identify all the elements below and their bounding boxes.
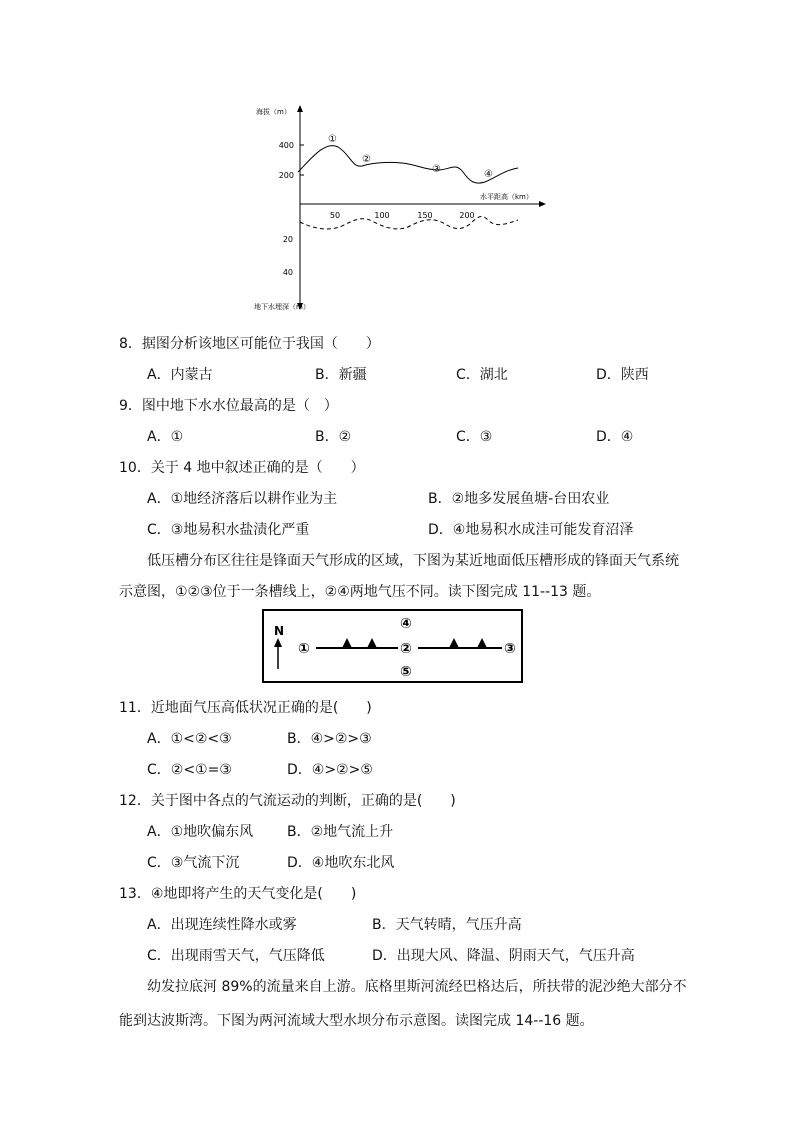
front-system-figure bbox=[262, 609, 523, 683]
question-13-option-c: C．出现雨雪天气，气压降低 bbox=[147, 948, 325, 964]
elevation-axis-label: 海拔（m） bbox=[256, 108, 291, 116]
x-axis-arrow bbox=[539, 201, 546, 207]
question-10-option-c: C．③地易积水盐渍化严重 bbox=[147, 522, 310, 538]
front-point-3: ③ bbox=[504, 641, 516, 657]
question-13-option-b: B．天气转晴，气压升高 bbox=[372, 917, 522, 933]
intro-paragraph-2-line-2: 示意图，①②③位于一条槽线上，②④两地气压不同。读下图完成 11--13 题。 bbox=[119, 584, 601, 600]
question-11-stem: 11．近地面气压高低状况正确的是( ) bbox=[119, 700, 372, 716]
question-11-option-d: D．④>②>⑤ bbox=[287, 762, 373, 778]
y-axis-arrow-top bbox=[297, 105, 303, 112]
intro-paragraph-3-line-1: 幼发拉底河 89%的流量来自上游。底格里斯河流经巴格达后，所扶带的泥沙绝大部分不 bbox=[147, 979, 687, 995]
question-13-stem: 13．④地即将产生的天气变化是( ) bbox=[119, 886, 357, 902]
profile-point-4: ④ bbox=[484, 169, 493, 180]
intro-paragraph-2-line-1: 低压槽分布区往往是锋面天气形成的区域，下图为某近地面低压槽形成的锋面天气系统 bbox=[147, 553, 679, 569]
distance-axis-label: 水平距高（km） bbox=[480, 193, 533, 201]
question-8-option-b: B．新疆 bbox=[315, 367, 367, 383]
question-11-option-a: A．①<②<③ bbox=[147, 731, 232, 747]
elevation-tick-200: 200 bbox=[278, 171, 294, 180]
question-8-option-c: C．湖北 bbox=[456, 367, 508, 383]
question-10-option-d: D．④地易积水成洼可能发育沼泽 bbox=[428, 522, 634, 538]
question-12-option-c: C．③气流下沉 bbox=[147, 855, 240, 871]
north-label: N bbox=[274, 624, 285, 638]
front-point-2: ② bbox=[400, 641, 412, 657]
question-12-option-a: A．①地吹偏东风 bbox=[147, 824, 254, 840]
question-11-option-c: C．②<①=③ bbox=[147, 762, 232, 778]
distance-tick-50: 50 bbox=[329, 211, 341, 220]
question-12-option-d: D．④地吹东北风 bbox=[287, 855, 395, 871]
front-triangle bbox=[449, 638, 459, 648]
elevation-tick-400: 400 bbox=[278, 141, 294, 150]
profile-point-1: ① bbox=[328, 134, 337, 145]
profile-point-2: ② bbox=[362, 154, 371, 165]
question-9-option-c: C．③ bbox=[456, 429, 493, 445]
front-triangle bbox=[342, 638, 352, 648]
elevation-groundwater-figure bbox=[250, 100, 550, 315]
question-11-option-b: B．④>②>③ bbox=[287, 731, 372, 747]
question-9-option-d: D．④ bbox=[596, 429, 634, 445]
front-point-1: ① bbox=[298, 641, 310, 657]
question-8-stem: 8．据图分析该地区可能位于我国（ ） bbox=[119, 336, 380, 352]
depth-axis-label: 地下水埋深（m） bbox=[254, 303, 310, 311]
distance-tick-200: 200 bbox=[459, 211, 475, 220]
question-9-stem: 9．图中地下水水位最高的是（ ） bbox=[119, 398, 338, 414]
question-8-option-d: D．陕西 bbox=[596, 367, 649, 383]
depth-tick-20: 20 bbox=[282, 235, 293, 244]
question-13-option-a: A．出现连续性降水或雾 bbox=[147, 917, 297, 933]
depth-tick-40: 40 bbox=[282, 268, 293, 277]
question-13-option-d: D．出现大风、降温、阴雨天气，气压升高 bbox=[372, 948, 635, 964]
distance-tick-100: 100 bbox=[374, 211, 390, 220]
front-point-5: ⑤ bbox=[400, 664, 412, 680]
question-12-stem: 12．关于图中各点的气流运动的判断，正确的是( ) bbox=[119, 793, 456, 809]
question-9-option-a: A．① bbox=[147, 429, 184, 445]
question-10-option-a: A．①地经济落后以耕作业为主 bbox=[147, 491, 338, 507]
front-point-4: ④ bbox=[400, 616, 412, 632]
question-8-option-a: A．内蒙古 bbox=[147, 367, 213, 383]
question-12-option-b: B．②地气流上升 bbox=[287, 824, 394, 840]
distance-tick-150: 150 bbox=[417, 211, 433, 220]
question-10-option-b: B．②地多发展鱼塘-台田农业 bbox=[428, 491, 610, 507]
front-triangle bbox=[367, 638, 377, 648]
profile-point-3: ③ bbox=[432, 164, 441, 175]
intro-paragraph-3-line-2: 能到达波斯湾。下图为两河流域大型水坝分布示意图。读图完成 14--16 题。 bbox=[119, 1013, 594, 1029]
north-arrowhead bbox=[274, 638, 282, 647]
question-9-option-b: B．② bbox=[315, 429, 352, 445]
front-triangle bbox=[477, 638, 487, 648]
question-10-stem: 10．关于 4 地中叙述正确的是（ ） bbox=[119, 460, 365, 476]
